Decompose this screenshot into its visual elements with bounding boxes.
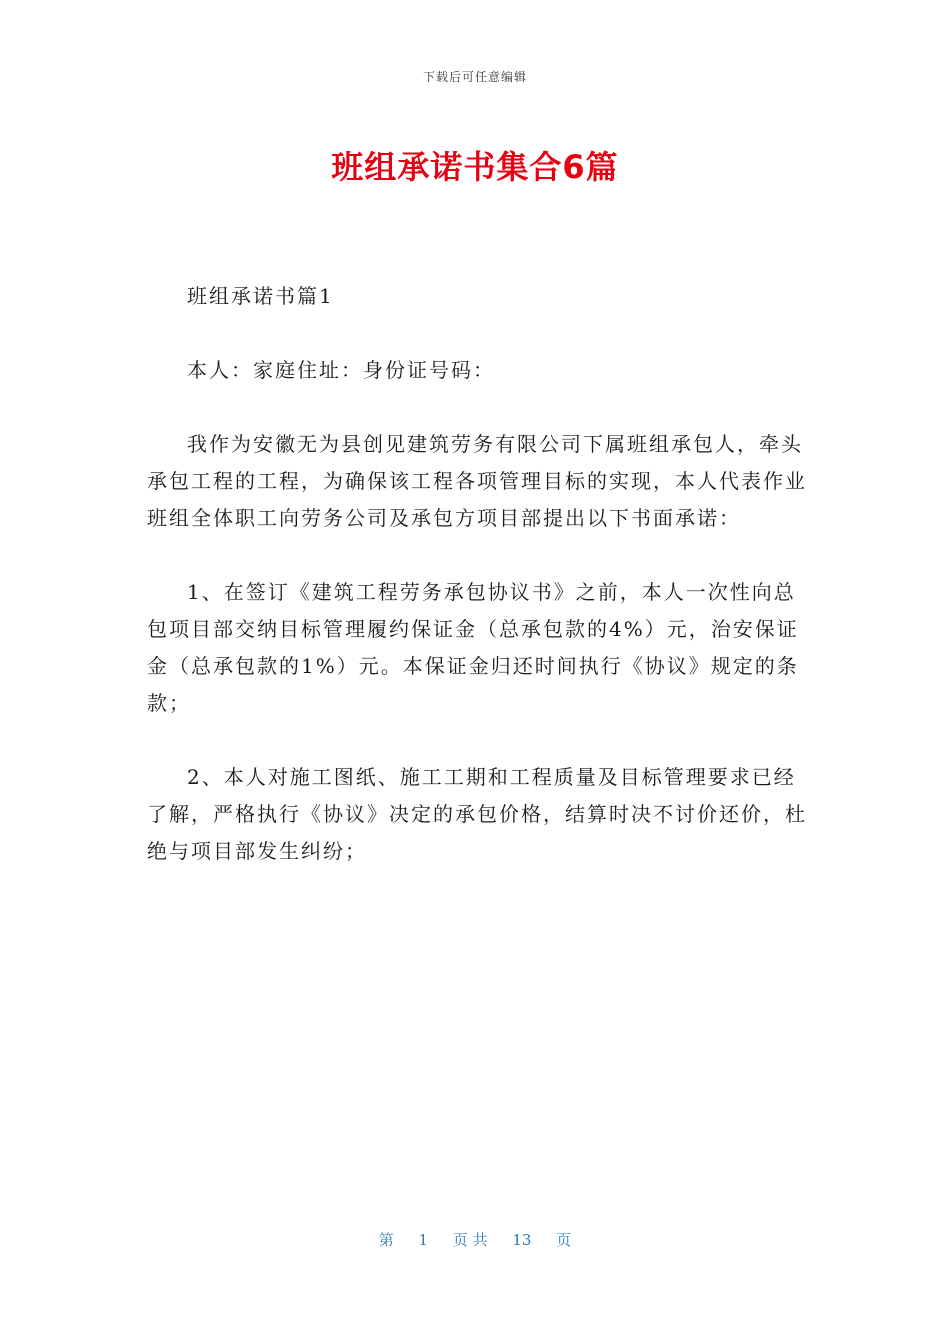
personal-info-line: 本人：家庭住址：身份证号码： [187,358,495,382]
footer-mid: 页 共 [452,1231,488,1249]
body-paragraph: 1、在签订《建筑工程劳务承包协议书》之前，本人一次性向总包项目部交纳目标管理履约保证金（总承包款的4%）元，治安保证金（总承包款的1%）元。本保证金归还时间执行《协议》规定的条款； [147,580,799,715]
document-body [147,278,807,870]
page-total: 13 [512,1231,532,1249]
page-number: 1 [418,1231,429,1249]
footer-suffix: 页 [556,1231,572,1249]
page-footer [0,1229,950,1250]
footer-prefix: 第 [378,1231,394,1249]
body-paragraph: 我作为安徽无为县创见建筑劳务有限公司下属班组承包人，牵头承包工程的工程，为确保该工程各项管理目标的实现，本人代表作业班组全体职工向劳务公司及承包方项目部提出以下书面承诺： [147,432,807,530]
header-note: 下载后可任意编辑 [422,70,527,84]
document-title: 班组承诺书集合6篇 [331,148,619,186]
section-heading: 班组承诺书篇1 [187,284,334,308]
body-paragraph: 2、本人对施工图纸、施工工期和工程质量及目标管理要求已经了解，严格执行《协议》决定的承包价格，结算时决不讨价还价，杜绝与项目部发生纠纷； [147,765,807,863]
